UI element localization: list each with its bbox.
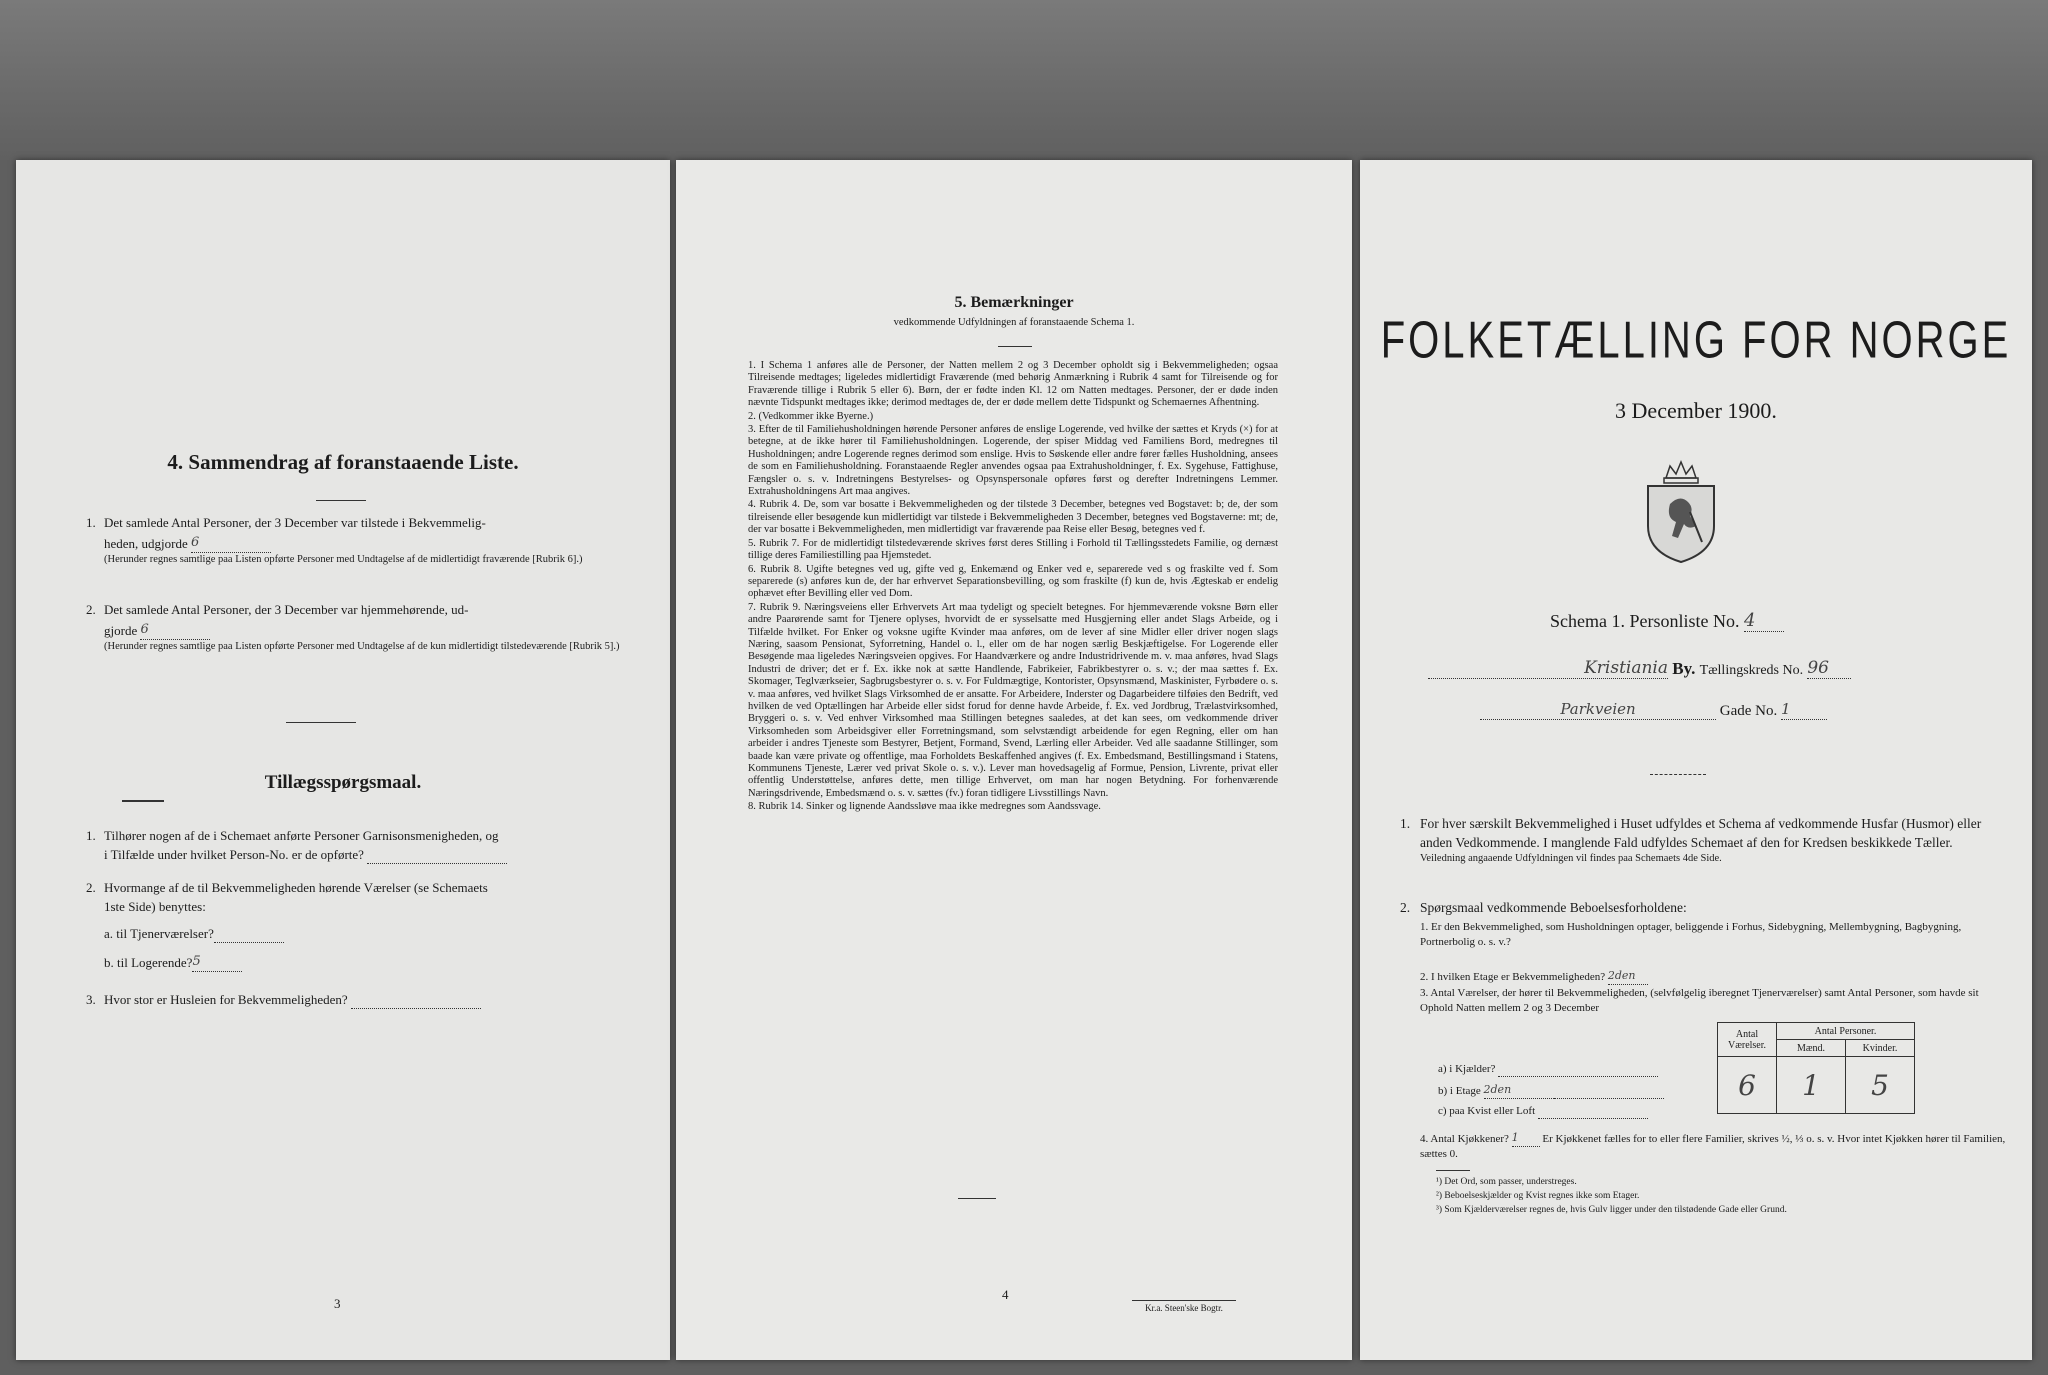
city-line: Kristiania By. Tællingskreds No. 96	[1428, 658, 1851, 679]
page-3	[16, 160, 670, 1360]
remark-item: 5. Rubrik 7. For de midlertidigt tilstedeværende skrives først deres Stilling i Forhold til Tællingsstedets Familie, og dernæst tillige deres Familiestilling paa Hjemstedet.	[748, 537, 1278, 562]
divider	[958, 1198, 996, 1199]
supplementary-q2: 2. Hvormange af de til Bekvemmeligheden hørende Værelser (se Schemaets 1ste Side) benyttes: a. til Tjenerværelser? b. til Logerende?5	[86, 880, 488, 970]
t3-answer[interactable]	[351, 1008, 481, 1009]
page-number: 4	[1002, 1287, 1009, 1302]
supplementary-q3: 3. Hvor stor er Husleien for Bekvemmeligheden?	[86, 990, 626, 1009]
remarks-list	[748, 360, 1278, 815]
floor-answer[interactable]: 2den	[1607, 969, 1636, 982]
street-field[interactable]: Parkveien	[1560, 700, 1636, 718]
men-header: Mænd.	[1777, 1040, 1846, 1057]
remark-item: 6. Rubrik 8. Ugifte betegnes ved ug, gifte ved g, Enkemænd og Enker ved e, separerede ved s og fraskilte ved f. Som separerede (s) anføres kun de, der har erhvervet Separationsbevilling, og som fraskilte (f) kun de, hvis Ægteskab er endelig ophævet efter Bevilling eller ved Dom.	[748, 563, 1278, 600]
personliste-number[interactable]: 4	[1743, 610, 1756, 631]
street-line: Parkveien Gade No. 1	[1480, 700, 1827, 720]
remark-item: 2. (Vedkommer ikke Byerne.)	[748, 410, 874, 422]
footnote-1: ¹) Det Ord, som passer, understreges.	[1436, 1177, 1577, 1187]
divider	[122, 800, 164, 802]
summary-q2: 2. Det samlede Antal Personer, der 3 December var hjemmehørende, ud- gjorde 6 (Herunder regnes samtlige paa Listen opførte Personer med Undtagelse af de kun midlertidigt tilstedeværende [Rubrik 5].)	[86, 602, 620, 652]
remark-item: 3. Efter de til Familiehusholdningen hørende Personer anføres de enslige Logerende, ved hvilke der sættes et Kryds (×) for at betegne, at de ikke hører til Familiehusholdningen. Logerende, der spiser Middag ved Familiens Bord, medregnes til Husholdningen; andre Logerende regnes derimod som enslige. Hvis to Søskende eller andre fører fælles Husholdning, ansees de som en Familiehusholdning. Foranstaaende Regler anvendes ogsaa paa Extrahusholdninger, f. Ex. Sygehuse, Fattighuse, Fængsler o. s. v. Indretningens Bestyrelses- og Opsynspersonale opføres først og derefter Indretningens Lemmer. Extrahusholdningens Art maa angives.	[748, 424, 1278, 498]
housing-q1: 1. Er den Bekvemmelighed, som Husholdningen optager, beliggende i Forhus, Sidebygning, Mellembygning, Bagbygning, Portnerbolig o. s. v.?	[1420, 921, 1962, 948]
remark-item: 7. Rubrik 9. Næringsveiens eller Erhvervets Art maa tydeligt og specielt betegnes. For hjemmeværende voksne Børn eller andre Paarørende samt for Tjenere oplyses, hvorvidt de er sysselsatte med Husgjerning eller andet Slags Arbeide, og i Tilfælde hvilket. For Enker og voksne ugifte Kvinder maa anføres, om de lever af sine Midler eller driver nogen slags Næring, saasom Pensionat, Syforretning, Handel o. l., eller om de har nogen særlig Beskjæftigelse. For Logerende eller Besøgende maa ligeledes Næringsveien opgives. For Haandværkere og andre Industridrivende m. v. maa anføres, hvad Slags Industri de driver; det er f. Ex. ikke nok at sætte Handlende, Fabrikeier, Fabrikbestyrer o. s. v.; der maa sættes f. Ex. Skomager, Teglværkseier, Sagbrugsbestyrer o. s. v. For Fuldmægtige, Kontorister, Opsynsmænd, Maskinister, Fyrbødere o. s. v. maa anføres, ved hvilket Slags Virksomhed de er ansatte. For Arbeidere, Inderster og Dagarbeidere tilføies den Bedrift, ved hvilken de ved Optællingen har Arbeide eller sidst forud for denne havde Arbeide, f. Ex. ved Jordbrug, Trælastvirksomhed, Bryggeri o. s. v. Ved enhver Virksomhed maa Stillingen betegnes saaledes, at det kan sees, om vedkommende driver Virksomheden som Arbeidsgiver eller Forretningsmand, som selvstændigt arbeidende for egen Regning, eller om han arbeider i andres Tjeneste som Bestyrer, Betjent, Formand, Svend, Lærling eller Arbeider. Ved alle saadanne Stillinger, som baade kan være private og offentlige, maa Forholdets Beskaffenhed angives (f. Ex. Embedsmand, Bestillingsmand i Statens, Kommunens Tjeneste, Lærer ved privat Skole o. s. v.). Lever man hovedsagelig af Formue, Pension, Livrente, privat eller offentlig Understøttelse, anføres dette, men tillige Erhvervet, om man har nogen Betydning. For forhenværende Næringsdrivende, Embedsmænd o. s. v. sættes (fv.) foran tidligere Livsstillings Navn.	[748, 601, 1278, 799]
census-title: FOLKETÆLLING FOR NORGE	[1380, 312, 2012, 370]
instruction-2: 2. Spørgsmaal vedkommende Beboelsesforholdene:	[1400, 900, 1687, 915]
supplementary-q1: 1. Tilhører nogen af de i Schemaet anførte Personer Garnisonsmenigheden, og i Tilfælde under hvilket Person-No. er de opførte?	[86, 826, 626, 864]
row-a-label: a) i Kjælder?	[1438, 1062, 2028, 1077]
city-field[interactable]: Kristiania	[1584, 658, 1668, 678]
footnote-2: ²) Beboelseskjælder og Kvist regnes ikke som Etager.	[1436, 1191, 1640, 1201]
t2b-answer[interactable]: 5	[192, 954, 201, 969]
housing-q2: 2. I hvilken Etage er Bekvemmeligheden? 2den	[1420, 968, 2010, 985]
housing-q4: 4. Antal Kjøkkener? 1 Er Kjøkkenet fælles for to eller flere Familier, skrives ½, ⅓ o. s. v. Hvor intet Kjøkken hører til Familien, sættes 0.	[1420, 1131, 2006, 1160]
background	[0, 0, 2048, 160]
footnote-3: ³) Som Kjælderværelser regnes de, hvis Gulv ligger under den tilstødende Gade eller Grund.	[1436, 1205, 1787, 1215]
remark-item: 4. Rubrik 4. De, som var bosatte i Bekvemmeligheden og der tilstede 3 December, betegnes ved Bogstavet: b; de, der som tilreisende eller besøgende kun midlertidigt var tilstede i Bekvemmeligheden 3 December, betegnes ved Bogstaverne: mt; de, der var bosatte i Bekvemmeligheden, men midlertidigt var fraværende paa Reise eller Besøg, betegnes ved f.	[748, 499, 1278, 536]
house-number[interactable]: 1	[1780, 700, 1791, 718]
divider	[998, 346, 1032, 347]
divider	[1650, 774, 1706, 775]
schema-line: Schema 1. Personliste No. 4	[1550, 610, 1784, 632]
t2a-answer[interactable]	[214, 942, 284, 943]
men-count[interactable]: 1	[1777, 1057, 1846, 1114]
row-b-answer[interactable]: 2den	[1483, 1083, 1512, 1096]
page-number: 3	[334, 1296, 341, 1311]
housing-q3: 3. Antal Værelser, der hører til Bekvemmeligheden, (selvfølgelig iberegnet Tjenerværelser) samt Antal Personer, som havde sit Ophold Natten mellem 2 og 3 December	[1420, 987, 1979, 1014]
divider	[316, 500, 366, 501]
remark-item: 1. I Schema 1 anføres alle de Personer, der Natten mellem 2 og 3 December opholdt sig i Bekvemmeligheden; ogsaa Tilreisende medtages; ligeledes midlertidigt Fraværende (med behørig Anmærkning i Rubrik 4 samt for Tilreisende og for Fraværende tillige i Rubrik 5 eller 6). Børn, der er fødte inden Kl. 12 om Natten medtages. Personer, der er døde inden nævnte Tidspunkt medtages ikke; derimod medtages de, der er døde mellem dette Tidspunkt og Schemaernes Afhentning.	[748, 360, 1278, 409]
rooms-header: Antal Værelser.	[1718, 1023, 1777, 1057]
norway-lion-shield-icon	[1636, 456, 1726, 571]
persons-header: Antal Personer.	[1777, 1023, 1915, 1040]
divider	[1436, 1170, 1470, 1171]
page-4	[676, 160, 1352, 1360]
remarks-subheading: vedkommende Udfyldningen af foranstaaende Schema 1.	[893, 317, 1135, 328]
remarks-heading: 5. Bemærkninger	[954, 294, 1074, 311]
summary-heading: 4. Sammendrag af foranstaaende Liste.	[167, 450, 519, 474]
kitchen-answer[interactable]: 1	[1511, 1131, 1519, 1144]
summary-q1: 1. Det samlede Antal Personer, der 3 December var tilstede i Bekvemmelig- heden, udgjorde 6 (Herunder regnes samtlige paa Listen opførte Personer med Undtagelse af de midlertidigt fraværende [Rubrik 6].)	[86, 515, 583, 565]
remark-item: 8. Rubrik 14. Sinker og lignende Aandssløve maa ikke medregnes som Aandssvage.	[748, 801, 1101, 813]
women-count[interactable]: 5	[1846, 1057, 1915, 1114]
printer-mark: Kr.a. Steen'ske Bogtr.	[1132, 1300, 1236, 1313]
instruction-1: 1. For hver særskilt Bekvemmelighed i Huset udfyldes et Schema af vedkommende Husfar (Husmor) eller anden Vedkommende. I manglende Fald udfyldes Schemaet af den for Kredsen beskikkede Tæller. Veiledning angaaende Udfyldningen vil findes paa Schemaets 4de Side.	[1400, 816, 1982, 864]
supplementary-heading: Tillægsspørgsmaal.	[264, 772, 422, 793]
rooms-count[interactable]: 6	[1718, 1057, 1777, 1114]
page-1-cover	[1360, 160, 2032, 1360]
row-c-label: c) paa Kvist eller Loft	[1438, 1104, 2028, 1119]
q1-answer[interactable]: 6	[191, 535, 200, 550]
tk-number[interactable]: 96	[1807, 658, 1829, 678]
divider	[286, 722, 356, 723]
census-date: 3 December 1900.	[1615, 398, 1777, 423]
t1-answer[interactable]	[367, 863, 507, 864]
q2-answer[interactable]: 6	[140, 622, 149, 637]
row-b-label: b) i Etage 2den	[1438, 1082, 2028, 1099]
women-header: Kvinder.	[1846, 1040, 1915, 1057]
